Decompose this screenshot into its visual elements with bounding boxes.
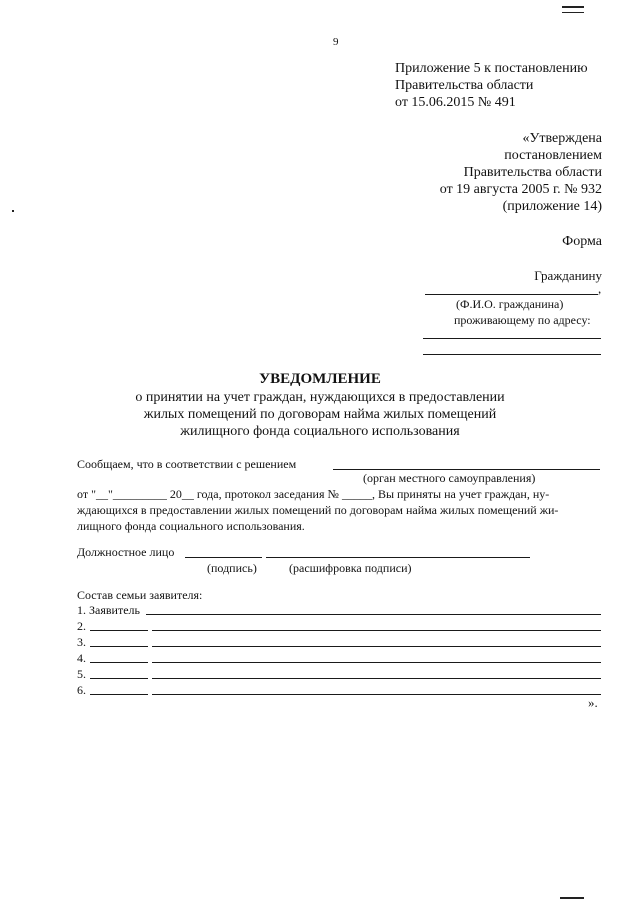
family-row-line xyxy=(152,630,601,631)
body-line: ждающихся в предоставлении жилых помещений по договорам найма жилых помещений жи- xyxy=(77,503,559,517)
sign-line xyxy=(185,557,262,558)
organ-caption: (орган местного самоуправления) xyxy=(363,471,536,485)
appendix-line: от 15.06.2015 № 491 xyxy=(395,95,516,110)
scan-mark xyxy=(562,6,584,8)
scan-mark xyxy=(562,12,584,13)
family-row-name-line xyxy=(90,630,148,631)
address-line-2 xyxy=(423,354,601,355)
fio-caption: (Ф.И.О. гражданина) xyxy=(456,297,564,311)
scan-mark xyxy=(560,897,584,899)
approval-line: постановлением xyxy=(504,148,602,163)
family-row-name-line xyxy=(90,662,148,663)
family-row-name-line xyxy=(90,678,148,679)
family-row-label: 6. xyxy=(77,683,86,697)
family-row-line xyxy=(152,662,601,663)
address-caption: проживающему по адресу: xyxy=(454,313,591,327)
sign-caption: (подпись) xyxy=(207,561,257,575)
decode-line xyxy=(266,557,530,558)
family-row-line xyxy=(152,694,601,695)
page-number: 9 xyxy=(333,36,339,48)
appendix-line: Правительства области xyxy=(395,78,534,93)
title-line: жилищного фонда социального использования xyxy=(180,424,460,439)
addressee-to: Гражданину xyxy=(534,268,602,283)
closing-quote: ». xyxy=(588,695,598,710)
fio-comma: , xyxy=(598,281,602,296)
family-row-line xyxy=(152,678,601,679)
family-row-label: 5. xyxy=(77,667,86,681)
official-label: Должностное лицо xyxy=(77,545,175,559)
family-heading: Состав семьи заявителя: xyxy=(77,588,203,602)
family-row-line xyxy=(152,646,601,647)
family-row-label: 2. xyxy=(77,619,86,633)
family-row-name-line xyxy=(90,694,148,695)
address-line-1 xyxy=(423,338,601,339)
form-label: Форма xyxy=(562,234,602,249)
body-line: лищного фонда социального использования. xyxy=(77,519,305,533)
family-row-name-line xyxy=(90,646,148,647)
fio-line xyxy=(425,294,598,295)
scan-dot xyxy=(12,210,14,212)
approval-line: от 19 августа 2005 г. № 932 xyxy=(439,182,602,197)
family-row-label: 1. Заявитель xyxy=(77,603,140,617)
appendix-line: Приложение 5 к постановлению xyxy=(395,61,588,76)
date-line: от "__"_________ 20__ года, протокол заседания № _____, Вы приняты на учет граждан, ну- xyxy=(77,487,550,501)
title-heading: УВЕДОМЛЕНИЕ xyxy=(259,371,381,387)
family-row-line xyxy=(146,614,601,615)
family-row-label: 3. xyxy=(77,635,86,649)
decode-caption: (расшифровка подписи) xyxy=(289,561,412,575)
inform-text: Сообщаем, что в соответствии с решением xyxy=(77,457,297,471)
approval-line: (приложение 14) xyxy=(502,199,602,214)
approval-line: «Утверждена xyxy=(522,131,602,146)
title-line: о принятии на учет граждан, нуждающихся в предоставлении xyxy=(135,390,505,405)
family-row-label: 4. xyxy=(77,651,86,665)
approval-line: Правительства области xyxy=(463,165,602,180)
organ-line xyxy=(333,469,600,470)
title-line: жилых помещений по договорам найма жилых помещений xyxy=(143,407,497,422)
